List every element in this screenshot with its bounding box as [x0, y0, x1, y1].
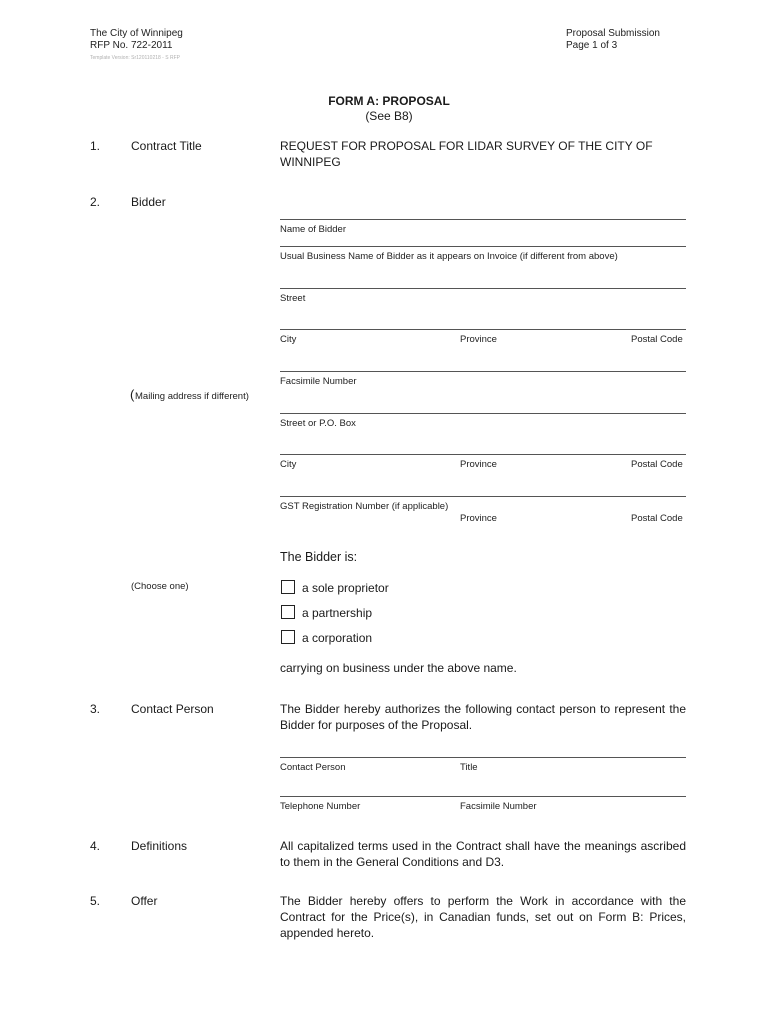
form-title: FORM A: PROPOSAL: [328, 94, 450, 108]
contact-facsimile-label: Facsimile Number: [460, 801, 537, 812]
usual-business-name-label: Usual Business Name of Bidder as it appears on Invoice (if different from above): [280, 251, 618, 262]
section-3-label: Contact Person: [131, 702, 214, 716]
section-4-label: Definitions: [131, 839, 188, 853]
contact-person-text: The Bidder hereby authorizes the following contact person to represent the Bidder for purposes of the Proposal.: [280, 702, 686, 732]
corporation-label: a corporation: [302, 631, 373, 645]
sole-proprietor-checkbox[interactable]: [281, 580, 295, 594]
partnership-checkbox[interactable]: [281, 605, 295, 619]
header-city: The City of Winnipeg: [90, 28, 183, 39]
gst-line[interactable]: [280, 496, 686, 497]
section-2-number: 2.: [90, 195, 101, 209]
facsimile-line[interactable]: [280, 371, 686, 372]
section-5-label: Offer: [131, 894, 158, 908]
header-proposal-submission: Proposal Submission: [566, 28, 660, 39]
choose-one-label: (Choose one): [131, 581, 189, 592]
mailing-address-label: Mailing address if different): [135, 391, 249, 402]
telephone-line[interactable]: [280, 796, 686, 797]
contact-person-field-label: Contact Person: [280, 762, 346, 773]
postal-code-label: Postal Code: [631, 334, 683, 345]
telephone-label: Telephone Number: [280, 801, 361, 812]
section-5-number: 5.: [90, 894, 101, 908]
definitions-text: All capitalized terms used in the Contract shall have the meanings ascribed to them in the General Conditions and D3.: [280, 839, 686, 869]
header-page-number: Page 1 of 3: [566, 40, 618, 51]
partnership-label: a partnership: [302, 606, 373, 620]
name-of-bidder-line[interactable]: [280, 219, 686, 220]
form-subtitle: (See B8): [365, 109, 413, 123]
carrying-on-text: carrying on business under the above name.: [280, 661, 517, 675]
contract-title-value: REQUEST FOR PROPOSAL FOR LIDAR SURVEY OF THE CITY OF WINNIPEG: [280, 139, 653, 169]
section-2-label: Bidder: [131, 195, 166, 209]
name-of-bidder-label: Name of Bidder: [280, 224, 347, 235]
corporation-checkbox[interactable]: [281, 630, 295, 644]
offer-text: The Bidder hereby offers to perform the Work in accordance with the Contract for the Price(s), in Canadian funds, set out on Form B: Prices, appended hereto.: [280, 894, 686, 940]
contact-person-line[interactable]: [280, 757, 686, 758]
section-1-number: 1.: [90, 139, 101, 153]
usual-business-name-line[interactable]: [280, 246, 686, 247]
section-4-number: 4.: [90, 839, 101, 853]
header-rfp-number: RFP No. 722-2011: [90, 40, 173, 51]
street-po-label: Street or P.O. Box: [280, 418, 356, 429]
mailing-paren: (: [130, 387, 135, 402]
province-2-label: Province: [460, 459, 497, 470]
gst-label: GST Registration Number (if applicable): [280, 501, 449, 512]
city-2-line[interactable]: [280, 454, 686, 455]
header-template-version: Template Version: Sr120110218 - S RFP: [90, 55, 180, 61]
street-label: Street: [280, 293, 306, 304]
facsimile-label: Facsimile Number: [280, 376, 357, 387]
province-label: Province: [460, 334, 497, 345]
sole-proprietor-label: a sole proprietor: [302, 581, 389, 595]
city-line[interactable]: [280, 329, 686, 330]
postal-code-2-label: Postal Code: [631, 459, 683, 470]
section-1-label: Contract Title: [131, 139, 202, 153]
street-line[interactable]: [280, 288, 686, 289]
street-po-line[interactable]: [280, 413, 686, 414]
city-2-label: City: [280, 459, 297, 470]
postal-code-3-label: Postal Code: [631, 513, 683, 524]
city-label: City: [280, 334, 297, 345]
section-3-number: 3.: [90, 702, 101, 716]
bidder-is-label: The Bidder is:: [280, 550, 358, 564]
province-3-label: Province: [460, 513, 497, 524]
contact-title-label: Title: [460, 762, 478, 773]
